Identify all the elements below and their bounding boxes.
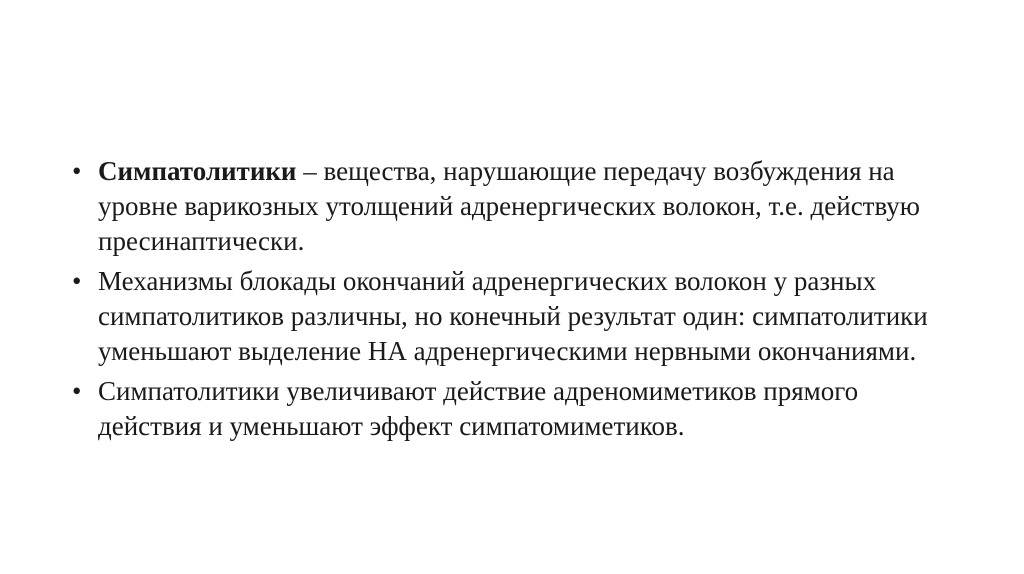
- bullet-item-sympatholytics-definition: [72, 154, 952, 259]
- bullet-text: Механизмы блокады окончаний адренергических волокон у разных симпатолитиков различны, но конечный результат один: симпатолитики уменьшают выделение НА адренергическими нервными окончаниями.: [98, 266, 928, 366]
- bullet-text: Симпатолитики увеличивают действие адреномиметиков прямого действия и уменьшают эффект симпатомиметиков.: [98, 376, 859, 441]
- bullet-item-blockade-mechanisms: [72, 264, 952, 369]
- bullet-text: – вещества, нарушающие передачу возбуждения на уровне варикозных утолщений адренергических волокон, т.е. действую пресинаптически.: [98, 156, 920, 256]
- bullet-icon: •: [72, 156, 82, 186]
- bullet-term: Симпатолитики: [98, 156, 297, 186]
- bullet-icon: •: [72, 376, 82, 406]
- bullet-icon: •: [72, 266, 82, 296]
- bullet-list: [72, 154, 952, 449]
- bullet-item-interaction-effects: [72, 374, 952, 444]
